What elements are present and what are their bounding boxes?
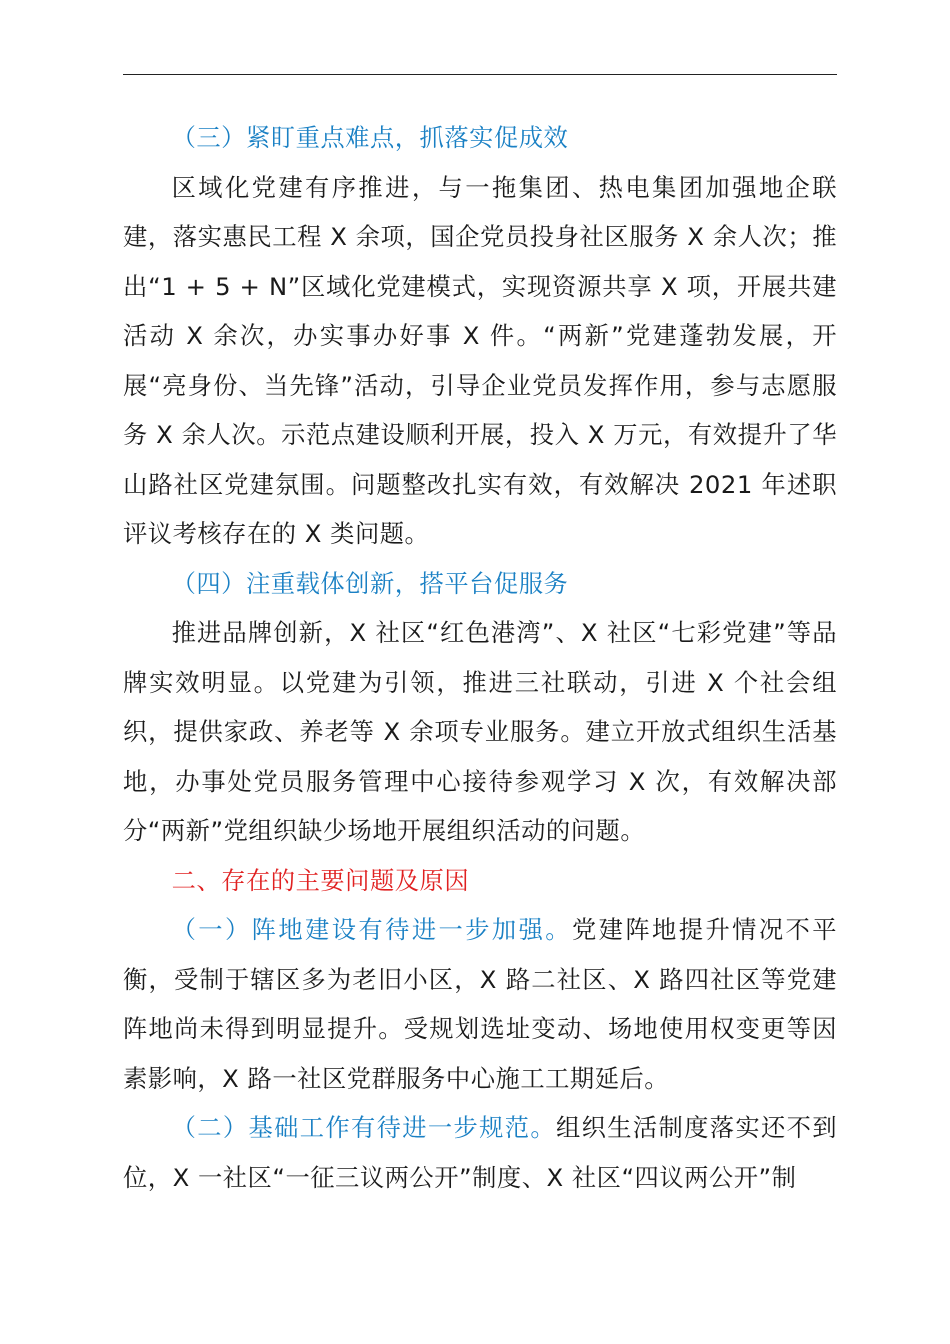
problem-2-lead: （二）基础工作有待进一步规范。 (171, 1113, 556, 1142)
part-2-heading: 二、存在的主要问题及原因 (171, 865, 470, 895)
section-3-paragraph: 区域化党建有序推进，与一拖集团、热电集团加强地企联建，落实惠民工程 X 余项，国企党员投身社区服务 X 余人次；推出“1 + 5 + N”区域化党建模式，实现资源共享 X 项，开展共建活动 X 余次，办实事办好事 X 件。“两新”党建蓬勃发展，开展“亮身份、当先锋”活动，引导企业党员发挥作用，参与志愿服务 X 余人次。示范点建设顺利开展，投入 X 万元，有效提升了华山路社区党建氛围。问题整改扎实有效，有效解决 2021 年述职评议考核存在的 X 类问题。 (123, 172, 837, 548)
section-heading-4: （四）注重载体创新，搭平台促服务 (171, 568, 569, 598)
problem-2-body: 组织生活制度落实还不到位，X 一社区“一征三议两公开”制度、X 社区“四议两公开”制 (123, 1113, 838, 1192)
problem-1-lead: （一）阵地建设有待进一步加强。 (171, 915, 572, 944)
section-4-paragraph: 推进品牌创新，X 社区“红色港湾”、X 社区“七彩党建”等品牌实效明显。以党建为引领，推进三社联动，引进 X 个社会组织，提供家政、养老等 X 余项专业服务。建立开放式组织生活基地，办事处党员服务管理中心接待参观学习 X 次，有效解决部分“两新”党组织缺少场地开展组织活动的问题。 (123, 618, 837, 845)
problem-1-body: 党建阵地提升情况不平衡，受制于辖区多为老旧小区，X 路二社区、X 路四社区等党建阵地尚未得到明显提升。受规划选址变动、场地使用权变更等因素影响，X 路一社区党群服务中心施工工期延后。 (123, 915, 838, 1093)
problem-1-paragraph (123, 905, 837, 1103)
problem-2-paragraph (123, 1103, 837, 1202)
header-rule (123, 74, 837, 75)
section-heading-3: （三）紧盯重点难点，抓落实促成效 (171, 123, 569, 152)
document-body (123, 113, 837, 1202)
